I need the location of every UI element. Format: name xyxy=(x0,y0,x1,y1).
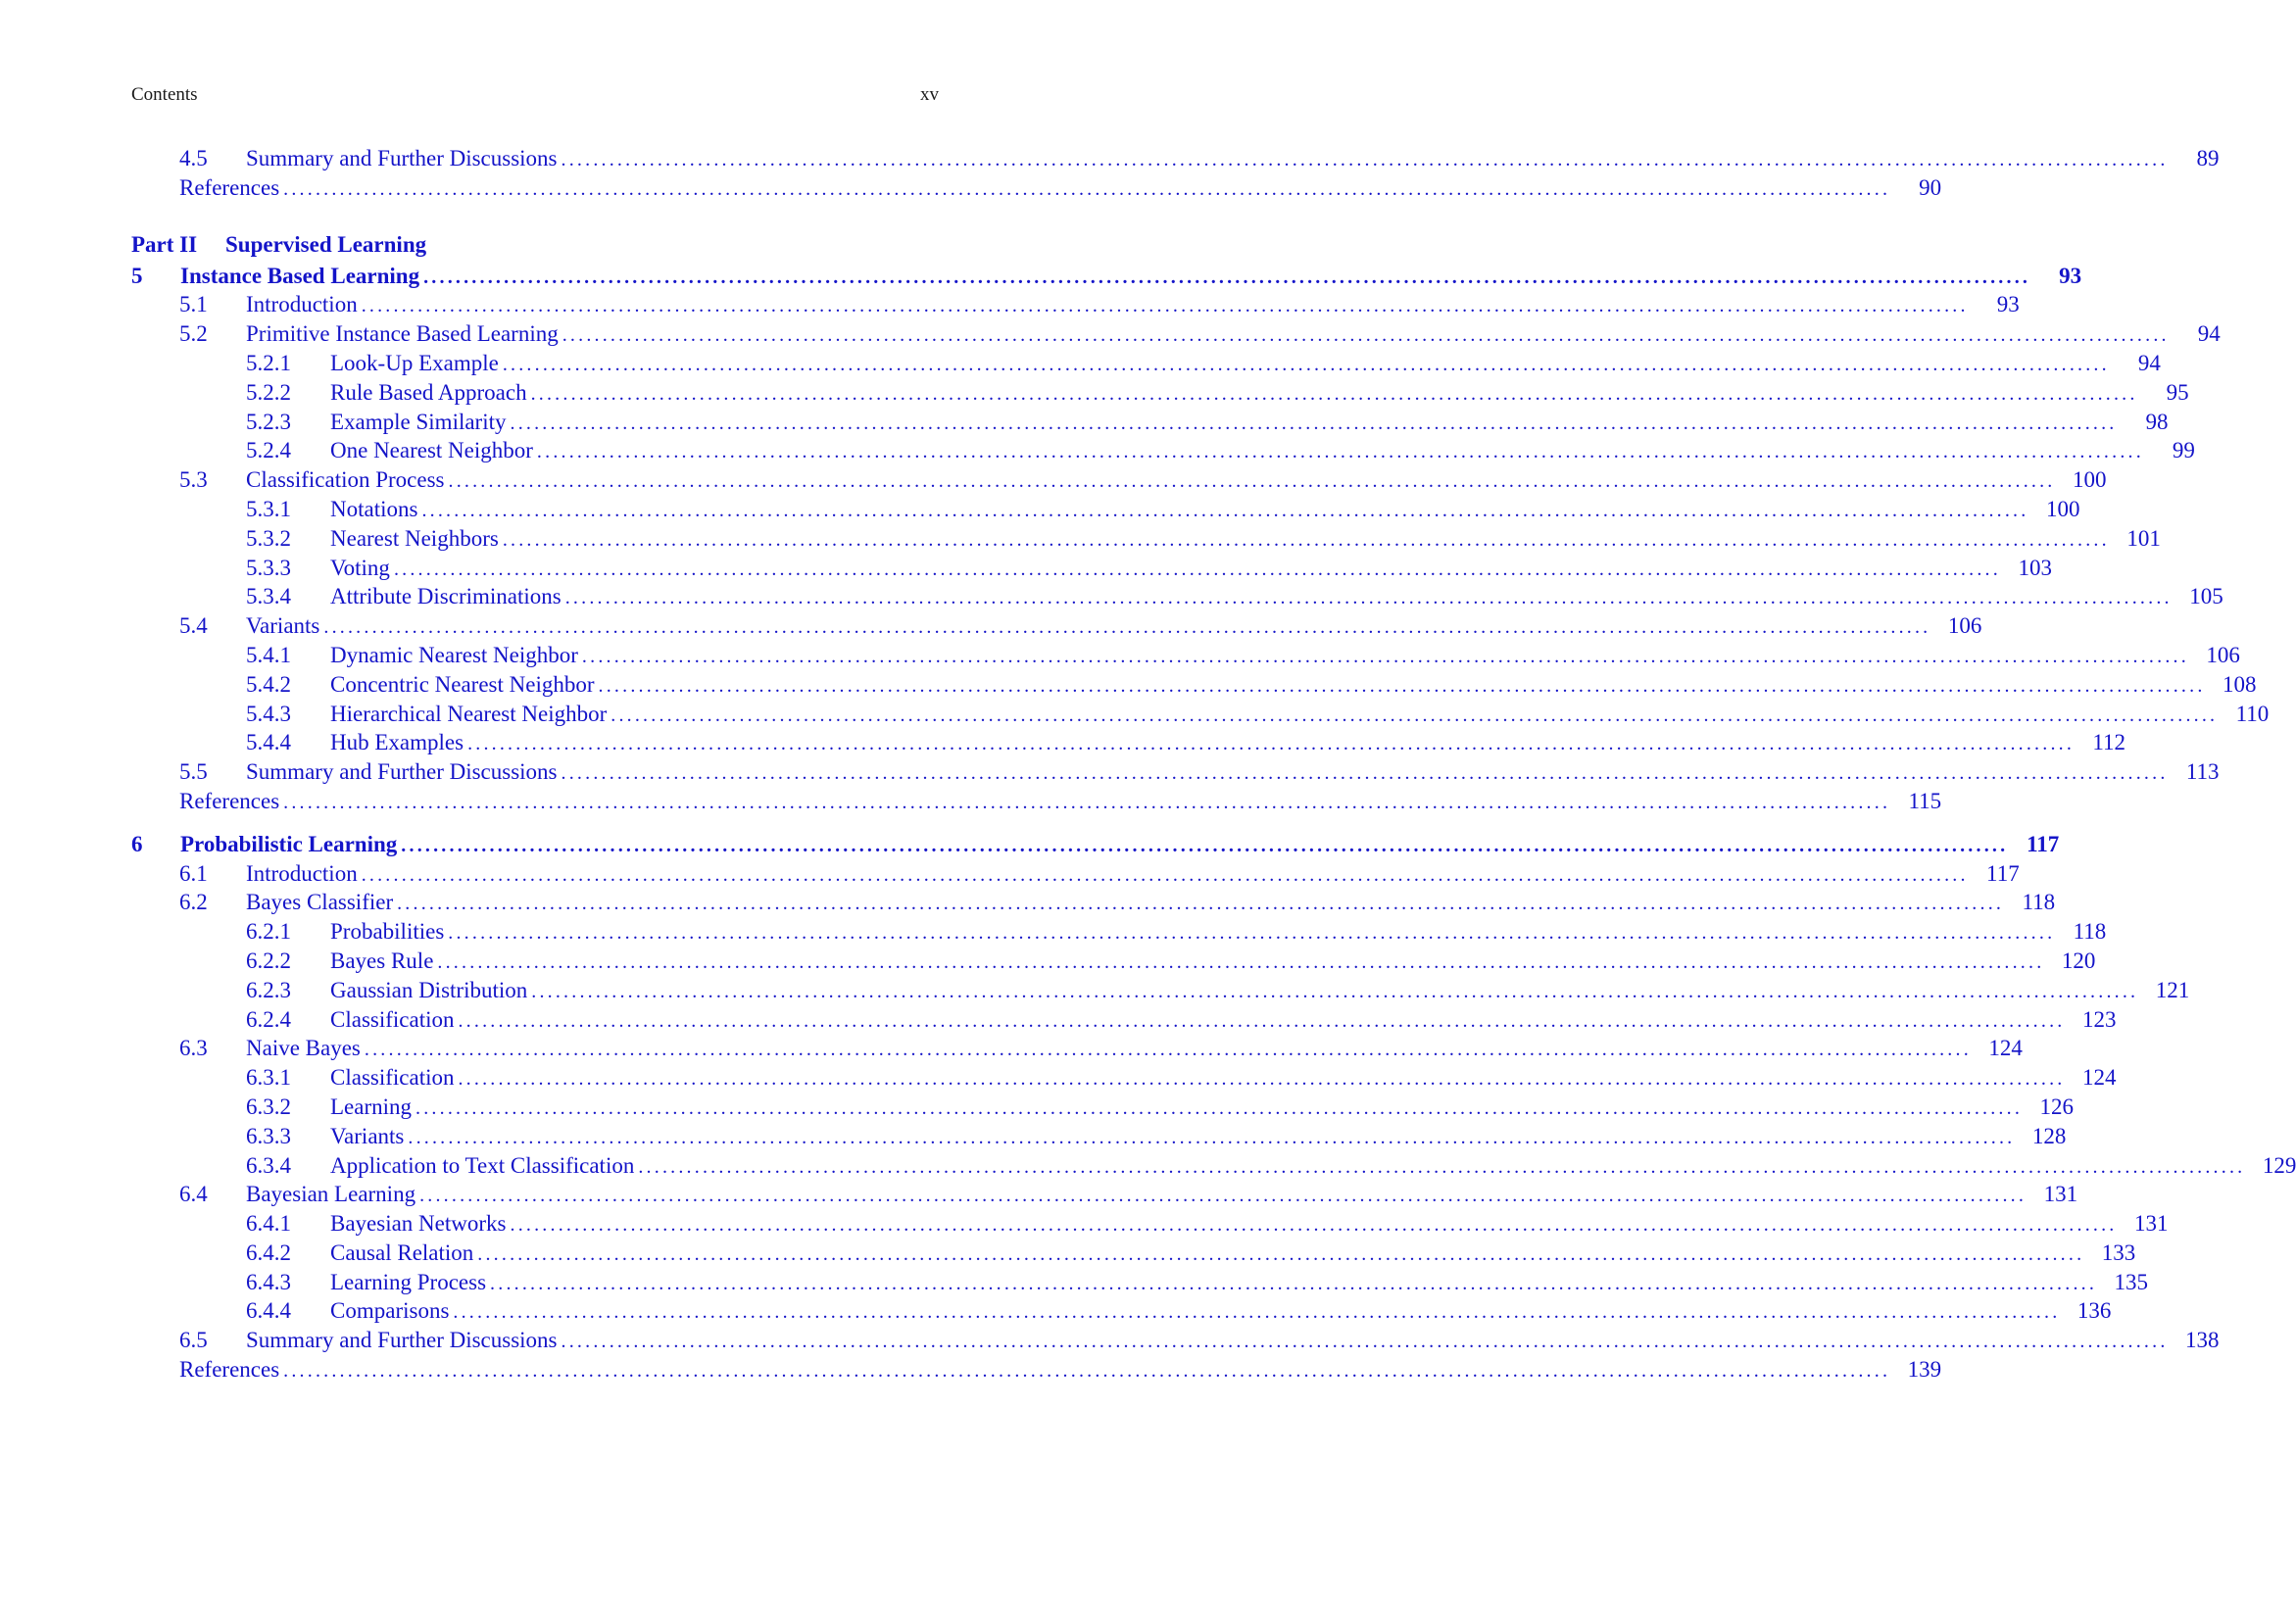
toc-entry-number: 6.5 xyxy=(179,1328,208,1353)
toc-entry-title: Bayesian Learning xyxy=(246,1182,416,1207)
toc-entry-section[interactable] xyxy=(131,290,2020,319)
toc-entry-number: 5.1 xyxy=(179,292,208,317)
toc-entry-subsection[interactable] xyxy=(131,1151,2296,1181)
dot-leader: ........................................................................................................................................................................................................ xyxy=(421,499,2029,521)
toc-entry-title: Probabilistic Learning xyxy=(180,831,398,856)
toc-entry-page: 128 xyxy=(2031,1123,2067,1148)
toc-entry-references[interactable] xyxy=(131,1355,1942,1385)
toc-entry-page: 112 xyxy=(2092,730,2126,755)
toc-entry-number: 5.4.2 xyxy=(246,671,291,697)
toc-entry-number: 5.2.2 xyxy=(246,379,291,405)
toc-entry-title: Learning Process xyxy=(330,1269,487,1294)
toc-entry-title: Variants xyxy=(246,613,320,639)
toc-entry-subsection[interactable] xyxy=(131,641,2240,670)
toc-entry-number: 6.2.1 xyxy=(246,919,291,945)
toc-entry-number: 5.2.3 xyxy=(246,409,291,434)
toc-entry-title: Dynamic Nearest Neighbor xyxy=(330,642,578,667)
toc-entry-title: Notations xyxy=(330,496,418,521)
toc-entry-subsection[interactable] xyxy=(131,524,2161,554)
toc-entry-section[interactable] xyxy=(131,144,2220,173)
toc-entry-section[interactable] xyxy=(131,465,2107,495)
toc-entry-title: Hub Examples xyxy=(330,730,464,755)
dot-leader: ........................................................................................................................................................................................................ xyxy=(397,893,2005,915)
toc-section-chapter5 xyxy=(131,262,2270,816)
toc-entry-title: Comparisons xyxy=(330,1298,450,1324)
dot-leader: ........................................................................................................................................................................................................ xyxy=(531,980,2139,1002)
toc-entry-title: Classification xyxy=(330,1006,455,1032)
toc-entry-section[interactable] xyxy=(131,888,2056,917)
toc-entry-page: 98 xyxy=(2145,409,2169,434)
toc-entry-page: 100 xyxy=(2045,496,2080,521)
toc-entry-page: 131 xyxy=(2134,1211,2169,1237)
dot-leader: ........................................................................................................................................................................................................ xyxy=(323,616,1931,639)
dot-leader: ........................................................................................................................................................................................................ xyxy=(458,1009,2066,1032)
toc-entry-subsection[interactable] xyxy=(131,1093,2075,1122)
toc-entry-number: 5.3.1 xyxy=(246,496,291,521)
toc-entry-title: Nearest Neighbors xyxy=(330,525,499,551)
toc-entry-page: 124 xyxy=(2081,1065,2117,1091)
toc-entry-page: 124 xyxy=(1988,1036,2023,1061)
toc-section-chapter4-tail xyxy=(131,144,2220,203)
dot-leader: ........................................................................................................................................................................................................ xyxy=(283,1360,1891,1383)
toc-entry-page: 129 xyxy=(2262,1152,2296,1178)
toc-entry-page: 89 xyxy=(2196,146,2220,170)
toc-entry-number: 6.3.1 xyxy=(246,1065,291,1091)
toc-entry-section[interactable] xyxy=(131,1034,2023,1063)
toc-entry-section[interactable] xyxy=(131,757,2220,787)
toc-entry-number: 5.5 xyxy=(179,759,208,785)
toc-entry-page: 133 xyxy=(2101,1239,2136,1265)
dot-leader: ........................................................................................................................................................................................................ xyxy=(611,704,2219,726)
toc-entry-subsection[interactable] xyxy=(131,408,2169,437)
toc-entry-subsection[interactable] xyxy=(131,1239,2136,1268)
dot-leader: ........................................................................................................................................................................................................ xyxy=(510,1214,2118,1237)
toc-entry-number: 6.2.4 xyxy=(246,1006,291,1032)
dot-leader: ........................................................................................................................................................................................................ xyxy=(419,1185,2027,1207)
dot-leader: ........................................................................................................................................................................................................ xyxy=(502,528,2110,551)
toc-entry-title: Example Similarity xyxy=(330,409,507,434)
page-number-roman: xv xyxy=(920,84,939,105)
toc-entry-title: Attribute Discriminations xyxy=(330,584,562,609)
dot-leader: ........................................................................................................................................................................................................ xyxy=(561,1331,2169,1353)
toc-entry-page: 93 xyxy=(2059,263,2082,288)
toc-entry-page: 136 xyxy=(2076,1298,2112,1324)
toc-entry-subsection[interactable] xyxy=(131,436,2195,465)
toc-entry-page: 118 xyxy=(2022,890,2056,915)
dot-leader: ........................................................................................................................................................................................................ xyxy=(638,1155,2246,1178)
toc-entry-title: Primitive Instance Based Learning xyxy=(246,321,559,347)
dot-leader: ........................................................................................................................................................................................................ xyxy=(561,149,2169,170)
toc-entry-subsection[interactable] xyxy=(131,1122,2067,1151)
toc-entry-number: 5.3.3 xyxy=(246,555,291,580)
toc-entry-title: Concentric Nearest Neighbor xyxy=(330,671,595,697)
toc-entry-number: 5 xyxy=(131,263,143,288)
toc-entry-page: 120 xyxy=(2061,948,2096,973)
dot-leader: ........................................................................................................................................................................................................ xyxy=(361,295,1969,317)
toc-entry-title: Causal Relation xyxy=(330,1239,474,1265)
dot-leader: ........................................................................................................................................................................................................ xyxy=(448,470,2056,493)
toc-entry-number: 5.3 xyxy=(179,467,208,493)
toc-entry-title: Introduction xyxy=(246,292,358,317)
toc-entry-title: Summary and Further Discussions xyxy=(246,1328,558,1353)
toc-entry-title: Naive Bayes xyxy=(246,1036,361,1061)
toc-entry-title: References xyxy=(179,1357,280,1383)
dot-leader: ........................................................................................................................................................................................................ xyxy=(393,558,2001,580)
toc-entry-page: 139 xyxy=(1907,1357,1942,1383)
part-label: Part II xyxy=(131,231,198,257)
toc-section-chapter6 xyxy=(131,830,2296,1385)
dot-leader: ........................................................................................................................................................................................................ xyxy=(408,1126,2016,1148)
dot-leader: ........................................................................................................................................................................................................ xyxy=(510,412,2118,434)
toc-entry-subsection[interactable] xyxy=(131,976,2190,1005)
toc-entry-page: 90 xyxy=(1919,174,1942,200)
toc-entry-subsection[interactable] xyxy=(131,947,2096,976)
toc-entry-number: 6.2.3 xyxy=(246,977,291,1002)
toc-entry-number: 6.3 xyxy=(179,1036,208,1061)
toc-entry-title: Learning xyxy=(330,1094,413,1119)
toc-entry-page: 93 xyxy=(1996,292,2020,317)
dot-leader: ........................................................................................................................................................................................................ xyxy=(283,177,1891,200)
dot-leader: ........................................................................................................................................................................................................ xyxy=(283,791,1891,813)
toc-entry-number: 6.1 xyxy=(179,860,208,886)
toc-entry-subsection[interactable] xyxy=(131,728,2126,757)
toc-entry-page: 106 xyxy=(1947,613,1982,639)
toc-entry-number: 6.3.3 xyxy=(246,1123,291,1148)
dot-leader: ........................................................................................................................................................................................................ xyxy=(423,266,2031,288)
toc-entry-section[interactable] xyxy=(131,1326,2220,1355)
dot-leader: ........................................................................................................................................................................................................ xyxy=(598,674,2206,697)
toc-entry-title: Look-Up Example xyxy=(330,350,499,375)
toc-entry-number: 6.4.1 xyxy=(246,1211,291,1237)
toc-entry-chapter[interactable] xyxy=(131,262,2082,291)
toc-entry-page: 117 xyxy=(2027,831,2060,856)
dot-leader: ........................................................................................................................................................................................................ xyxy=(502,353,2110,375)
toc-entry-title: Bayesian Networks xyxy=(330,1211,507,1237)
toc-entry-title: Probabilities xyxy=(330,919,445,945)
dot-leader: ........................................................................................................................................................................................................ xyxy=(530,382,2138,405)
toc-entry-page: 99 xyxy=(2172,438,2195,463)
toc-entry-page: 105 xyxy=(2189,584,2223,609)
toc-entry-subsection[interactable] xyxy=(131,1063,2117,1093)
toc-entry-title: Summary and Further Discussions xyxy=(246,759,558,785)
dot-leader: ........................................................................................................................................................................................................ xyxy=(490,1272,2098,1294)
dot-leader: ........................................................................................................................................................................................................ xyxy=(448,922,2056,945)
toc-entry-title: Bayes Classifier xyxy=(246,890,394,915)
dot-leader: ........................................................................................................................................................................................................ xyxy=(536,441,2144,463)
toc-entry-subsection[interactable] xyxy=(131,378,2189,408)
toc-entry-number: 6.3.2 xyxy=(246,1094,291,1119)
toc-entry-subsection[interactable] xyxy=(131,917,2107,947)
toc-entry-number: 5.4.4 xyxy=(246,730,291,755)
dot-leader: ........................................................................................................................................................................................................ xyxy=(581,645,2189,667)
dot-leader: ........................................................................................................................................................................................................ xyxy=(361,863,1969,886)
dot-leader: ........................................................................................................................................................................................................ xyxy=(562,324,2170,347)
part-heading[interactable] xyxy=(131,230,939,260)
toc-entry-page: 95 xyxy=(2166,379,2189,405)
toc-entry-page: 100 xyxy=(2073,467,2107,493)
part-title: Supervised Learning xyxy=(225,231,427,257)
toc-entry-title: Rule Based Approach xyxy=(330,379,527,405)
toc-entry-subsection[interactable] xyxy=(131,1005,2117,1035)
toc-entry-subsection[interactable] xyxy=(131,1268,2149,1297)
dot-leader: ........................................................................................................................................................................................................ xyxy=(467,733,2076,755)
toc-entry-title: Classification Process xyxy=(246,467,445,493)
toc-entry-page: 94 xyxy=(2197,321,2221,347)
dot-leader: ........................................................................................................................................................................................................ xyxy=(477,1242,2085,1265)
toc-entry-subsection[interactable] xyxy=(131,700,2270,729)
toc-entry-subsection[interactable] xyxy=(131,582,2223,611)
toc-entry-number: 6.2.2 xyxy=(246,948,291,973)
toc-entry-page: 126 xyxy=(2039,1094,2075,1119)
dot-leader: ........................................................................................................................................................................................................ xyxy=(561,762,2169,785)
toc-entry-page: 113 xyxy=(2185,759,2220,785)
toc-entry-number: 5.2 xyxy=(179,321,208,347)
toc-entry-number: 6.4.2 xyxy=(246,1239,291,1265)
toc-entry-title: Introduction xyxy=(246,860,358,886)
toc-entry-title: Instance Based Learning xyxy=(180,263,420,288)
toc-entry-section[interactable] xyxy=(131,319,2221,349)
section-gap xyxy=(131,816,939,830)
toc-entry-subsection[interactable] xyxy=(131,670,2257,700)
toc-entry-subsection[interactable] xyxy=(131,495,2080,524)
toc-entry-title: Classification xyxy=(330,1065,455,1091)
toc-entry-section[interactable] xyxy=(131,859,2020,889)
toc-entry-number: 5.4.3 xyxy=(246,701,291,726)
toc-entry-number: 6.2 xyxy=(179,890,208,915)
toc-entry-number: 6 xyxy=(131,831,143,856)
toc-entry-subsection[interactable] xyxy=(131,349,2161,378)
toc-entry-title: Gaussian Distribution xyxy=(330,977,528,1002)
toc-entry-section[interactable] xyxy=(131,611,1982,641)
toc-entry-title: References xyxy=(179,174,280,200)
toc-entry-page: 138 xyxy=(2185,1328,2220,1353)
toc-entry-page: 115 xyxy=(1908,788,1942,813)
toc-entry-title: Variants xyxy=(330,1123,405,1148)
toc-entry-page: 131 xyxy=(2043,1182,2078,1207)
toc-entry-section[interactable] xyxy=(131,1180,2078,1209)
toc-entry-page: 123 xyxy=(2081,1006,2117,1032)
running-head xyxy=(131,84,939,114)
toc-entry-number: 6.4 xyxy=(179,1182,208,1207)
toc-entry-subsection[interactable] xyxy=(131,1296,2112,1326)
running-head-title: Contents xyxy=(131,84,198,105)
toc-entry-number: 5.3.4 xyxy=(246,584,291,609)
toc-entry-title: Application to Text Classification xyxy=(330,1152,635,1178)
toc-entry-page: 101 xyxy=(2126,525,2161,551)
toc-entry-page: 103 xyxy=(2018,555,2052,580)
toc-entry-page: 94 xyxy=(2137,350,2161,375)
toc-entry-subsection[interactable] xyxy=(131,554,2052,583)
toc-entry-number: 4.5 xyxy=(179,146,208,170)
toc-entry-chapter[interactable] xyxy=(131,830,2060,859)
toc-entry-title: Hierarchical Nearest Neighbor xyxy=(330,701,608,726)
toc-entry-references[interactable] xyxy=(131,787,1942,816)
toc-entry-page: 108 xyxy=(2223,671,2257,697)
dot-leader: ........................................................................................................................................................................................................ xyxy=(437,950,2045,973)
toc-entry-subsection[interactable] xyxy=(131,1209,2169,1239)
toc-entry-number: 5.2.1 xyxy=(246,350,291,375)
toc-entry-page: 118 xyxy=(2073,919,2107,945)
toc-entry-number: 6.3.4 xyxy=(246,1152,291,1178)
dot-leader: ........................................................................................................................................................................................................ xyxy=(415,1096,2024,1119)
toc-entry-number: 5.3.2 xyxy=(246,525,291,551)
toc-entry-title: Voting xyxy=(330,555,390,580)
toc-entry-title: Summary and Further Discussions xyxy=(246,146,558,170)
toc-entry-number: 5.4.1 xyxy=(246,642,291,667)
toc-entry-number: 5.2.4 xyxy=(246,438,291,463)
toc-entry-page: 117 xyxy=(1986,860,2020,886)
toc-entry-number: 5.4 xyxy=(179,613,208,639)
toc-entry-title: Bayes Rule xyxy=(330,948,434,973)
dot-leader: ........................................................................................................................................................................................................ xyxy=(564,587,2173,609)
toc-entry-references[interactable] xyxy=(131,173,1942,203)
dot-leader: ........................................................................................................................................................................................................ xyxy=(458,1068,2066,1091)
toc-entry-page: 110 xyxy=(2235,701,2270,726)
toc-entry-page: 135 xyxy=(2114,1269,2149,1294)
dot-leader: ........................................................................................................................................................................................................ xyxy=(401,834,2009,856)
table-of-contents xyxy=(131,144,2296,1385)
dot-leader: ........................................................................................................................................................................................................ xyxy=(364,1039,1972,1061)
toc-entry-title: One Nearest Neighbor xyxy=(330,438,533,463)
toc-entry-number: 6.4.3 xyxy=(246,1269,291,1294)
toc-entry-page: 106 xyxy=(2206,642,2240,667)
toc-entry-number: 6.4.4 xyxy=(246,1298,291,1324)
dot-leader: ........................................................................................................................................................................................................ xyxy=(453,1301,2061,1324)
toc-entry-page: 121 xyxy=(2155,977,2190,1002)
toc-entry-title: References xyxy=(179,788,280,813)
